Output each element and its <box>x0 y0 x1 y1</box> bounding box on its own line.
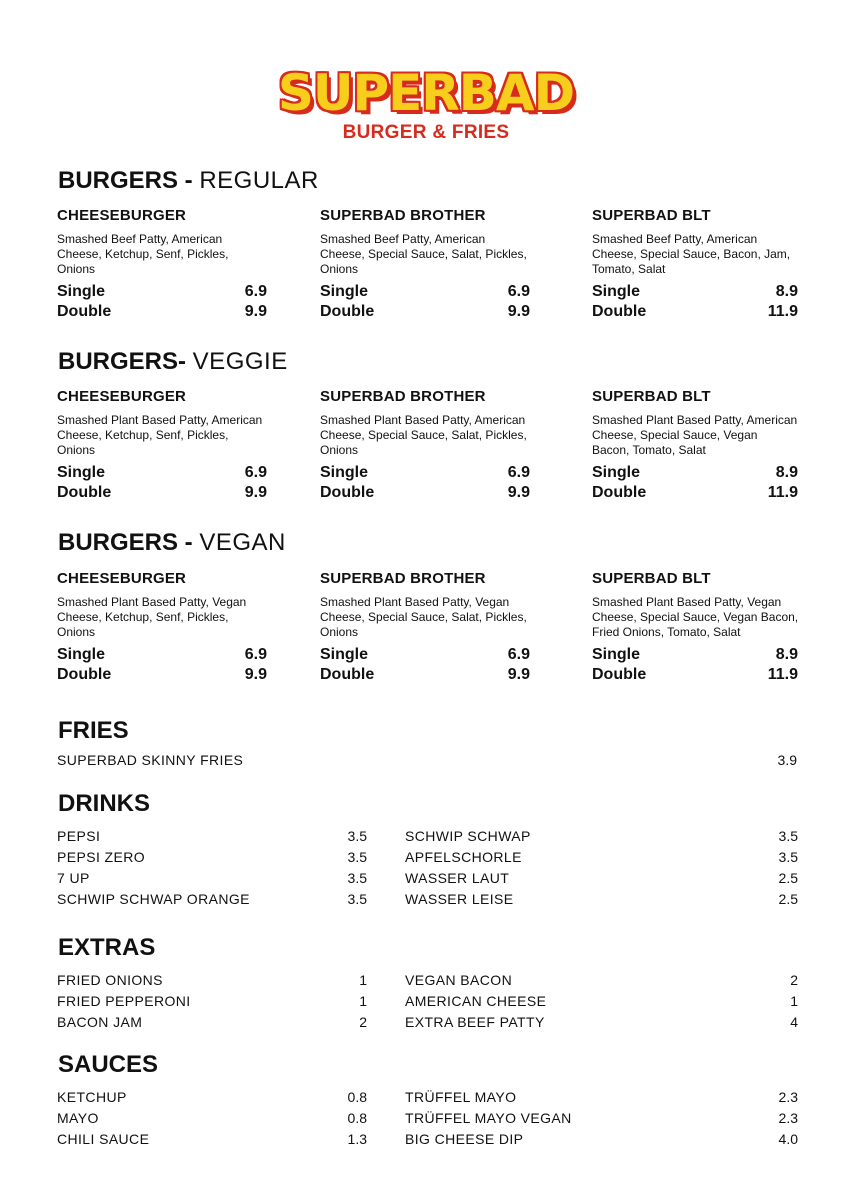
list-item: MAYO 0.8 <box>57 1110 367 1126</box>
list-item: FRIED PEPPERONI 1 <box>57 993 367 1009</box>
list-item: FRIED ONIONS 1 <box>57 972 367 988</box>
price-row-double: Double 11.9 <box>592 303 798 320</box>
section-title-extras: EXTRAS <box>58 934 156 961</box>
section-title-burgers-veggie: BURGERS- VEGGIE <box>58 348 288 375</box>
fries-list <box>57 750 797 771</box>
list-item: PEPSI 3.5 <box>57 828 367 844</box>
item-name: SUPERBAD BROTHER <box>320 207 486 224</box>
menu-item-regular-superbad-brother <box>320 207 530 322</box>
list-item: CHILI SAUCE 1.3 <box>57 1131 367 1147</box>
list-item: SCHWIP SCHWAP 3.5 <box>405 828 798 844</box>
brand-logo <box>0 64 852 144</box>
price-row-single: Single 6.9 <box>320 464 530 481</box>
item-description: Smashed Plant Based Patty, American Cheese, Special Sauce, Salat, Pickles, Onions <box>320 413 527 457</box>
price-row-double: Double 9.9 <box>320 303 530 320</box>
list-item: EXTRA BEEF PATTY 4 <box>405 1014 798 1030</box>
list-item: 7 UP 3.5 <box>57 870 367 886</box>
list-item: BIG CHEESE DIP 4.0 <box>405 1131 798 1147</box>
menu-item-regular-superbad-blt <box>592 207 798 322</box>
extras-list-left <box>57 970 367 1033</box>
price-row-double: Double 11.9 <box>592 484 798 501</box>
item-name: SUPERBAD BLT <box>592 207 711 224</box>
item-name: SUPERBAD BLT <box>592 570 711 587</box>
price-row-double: Double 9.9 <box>57 303 267 320</box>
price-row-single: Single 8.9 <box>592 646 798 663</box>
item-name: CHEESEBURGER <box>57 207 187 224</box>
list-item: SUPERBAD SKINNY FRIES 3.9 <box>57 752 797 768</box>
menu-item-vegan-superbad-brother <box>320 570 530 685</box>
list-item: PEPSI ZERO 3.5 <box>57 849 367 865</box>
item-description: Smashed Plant Based Patty, American Cheese, Special Sauce, Vegan Bacon, Tomato, Salat <box>592 413 798 457</box>
price-row-single: Single 6.9 <box>320 283 530 300</box>
list-item: VEGAN BACON 2 <box>405 972 798 988</box>
price-row-double: Double 11.9 <box>592 666 798 683</box>
section-title-sauces: SAUCES <box>58 1051 159 1078</box>
item-description: Smashed Beef Patty, American Cheese, Special Sauce, Bacon, Jam, Tomato, Salat <box>592 232 791 276</box>
item-description: Smashed Plant Based Patty, Vegan Cheese, Ketchup, Senf, Pickles, Onions <box>57 595 247 639</box>
section-title-burgers-vegan: BURGERS - VEGAN <box>58 529 286 556</box>
list-item: SCHWIP SCHWAP ORANGE 3.5 <box>57 891 367 907</box>
menu-item-vegan-superbad-blt <box>592 570 802 685</box>
section-title-fries: FRIES <box>58 717 129 744</box>
section-title-burgers-regular: BURGERS - REGULAR <box>58 167 319 194</box>
item-description: Smashed Beef Patty, American Cheese, Special Sauce, Salat, Pickles, Onions <box>320 232 527 276</box>
price-row-double: Double 9.9 <box>57 666 267 683</box>
drinks-list-right <box>405 826 798 910</box>
menu-item-regular-cheeseburger <box>57 207 267 322</box>
menu-item-veggie-superbad-blt <box>592 388 798 503</box>
item-description: Smashed Plant Based Patty, American Cheese, Ketchup, Senf, Pickles, Onions <box>57 413 263 457</box>
list-item: APFELSCHORLE 3.5 <box>405 849 798 865</box>
menu-item-vegan-cheeseburger <box>57 570 267 685</box>
price-row-single: Single 6.9 <box>57 283 267 300</box>
item-name: CHEESEBURGER <box>57 388 187 405</box>
menu-item-veggie-cheeseburger <box>57 388 267 503</box>
list-item: TRÜFFEL MAYO VEGAN 2.3 <box>405 1110 798 1126</box>
item-name: CHEESEBURGER <box>57 570 187 587</box>
menu-item-veggie-superbad-brother <box>320 388 530 503</box>
item-description: Smashed Beef Patty, American Cheese, Ketchup, Senf, Pickles, Onions <box>57 232 229 276</box>
item-name: SUPERBAD BLT <box>592 388 711 405</box>
price-row-single: Single 6.9 <box>57 464 267 481</box>
section-title-drinks: DRINKS <box>58 790 151 817</box>
list-item: TRÜFFEL MAYO 2.3 <box>405 1089 798 1105</box>
item-name: SUPERBAD BROTHER <box>320 570 486 587</box>
list-item: KETCHUP 0.8 <box>57 1089 367 1105</box>
item-description: Smashed Plant Based Patty, Vegan Cheese, Special Sauce, Vegan Bacon, Fried Onions, Tomato, Salat <box>592 595 799 639</box>
drinks-list-left <box>57 826 367 910</box>
sauces-list-left <box>57 1087 367 1150</box>
list-item: WASSER LAUT 2.5 <box>405 870 798 886</box>
price-row-double: Double 9.9 <box>320 666 530 683</box>
price-row-single: Single 8.9 <box>592 283 798 300</box>
price-row-single: Single 6.9 <box>320 646 530 663</box>
list-item: WASSER LEISE 2.5 <box>405 891 798 907</box>
list-item: BACON JAM 2 <box>57 1014 367 1030</box>
brand-tagline: BURGER & FRIES <box>342 122 510 143</box>
price-row-single: Single 6.9 <box>57 646 267 663</box>
brand-name: SUPERBAD <box>277 64 575 122</box>
item-description: Smashed Plant Based Patty, Vegan Cheese, Special Sauce, Salat, Pickles, Onions <box>320 595 527 639</box>
price-row-double: Double 9.9 <box>320 484 530 501</box>
sauces-list-right <box>405 1087 798 1150</box>
item-name: SUPERBAD BROTHER <box>320 388 486 405</box>
price-row-single: Single 8.9 <box>592 464 798 481</box>
extras-list-right <box>405 970 798 1033</box>
price-row-double: Double 9.9 <box>57 484 267 501</box>
list-item: AMERICAN CHEESE 1 <box>405 993 798 1009</box>
